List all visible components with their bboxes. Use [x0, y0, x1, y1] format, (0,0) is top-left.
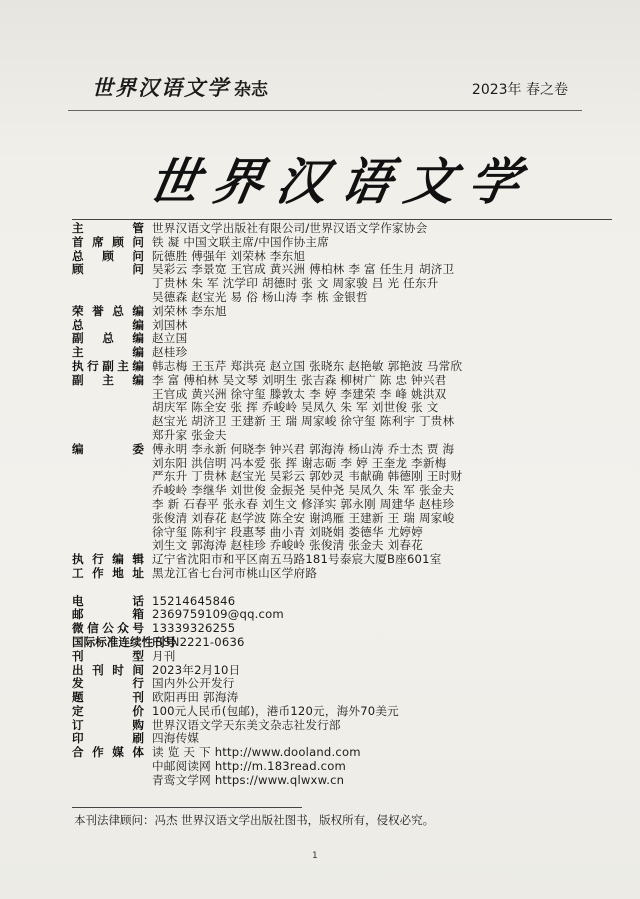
masthead-value: 刘东阳 洪信明 冯本爱 张 挥 谢志砺 李 婷 王奎龙 李新梅: [152, 455, 447, 470]
masthead-row: [72, 291, 612, 305]
masthead-label: 顾问: [72, 262, 144, 277]
masthead-row: [72, 553, 612, 567]
masthead-label: 编委: [72, 441, 144, 456]
masthead-value: 青鸾文学网 https://www.qlwxw.cn: [152, 772, 345, 787]
masthead-label: 主编: [72, 345, 144, 360]
header-brand-title: 世界汉语文学: [92, 75, 230, 100]
masthead-row: [72, 595, 612, 609]
masthead-label: 合作媒体: [72, 745, 144, 760]
masthead-value: 乔峻岭 李继华 刘世俊 金振尧 吴仲尧 吴凤久 朱 军 张金夫: [152, 483, 455, 498]
masthead-row: [72, 567, 612, 581]
masthead-value: 王官成 黄兴洲 徐守玺 滕敦太 李 婷 李建荣 李 峰 姚洪双: [152, 386, 447, 401]
masthead-value: 国内外公开发行: [152, 676, 235, 691]
masthead-value: 吴德森 赵宝光 易 俗 杨山涛 李 栋 金银哲: [152, 289, 368, 304]
masthead-label: 邮箱: [72, 607, 144, 622]
masthead-label: 副总编: [72, 331, 144, 346]
masthead-value: 胡庆军 陈全安 张 挥 乔峻岭 吴凤久 朱 军 刘世俊 张 文: [152, 400, 439, 415]
masthead-value: 欧阳再田 郭海涛: [152, 690, 239, 705]
masthead-label: 工作地址: [72, 565, 144, 580]
masthead-label: 国际标准连续性刊号: [72, 634, 177, 649]
masthead-row: [72, 526, 612, 540]
masthead-value: 吴彩云 李景宽 王官成 黄兴洲 傅柏林 李 富 任生月 胡济卫: [152, 262, 455, 277]
masthead-row: [72, 705, 612, 719]
masthead-label: 副主编: [72, 372, 144, 387]
masthead-value: 赵桂珍: [152, 345, 188, 360]
masthead-label: 首席顾问: [72, 234, 144, 249]
masthead-value: 世界汉语文学出版社有限公司/世界汉语文学作家协会: [152, 221, 428, 235]
masthead-row: [72, 746, 612, 760]
masthead-value: 四海传媒: [152, 731, 200, 746]
masthead-row: [72, 401, 612, 415]
masthead-list: [72, 222, 612, 788]
masthead-row: [72, 622, 612, 636]
masthead-value: 铁 凝 中国文联主席/中国作协主席: [152, 234, 329, 249]
masthead-label: 执行副主编: [72, 358, 144, 373]
masthead-value: 徐守玺 陈利宇 段惠琴 曲小青 刘晓娟 娄德华 尤婷婷: [152, 524, 423, 539]
masthead-value: 黑龙江省七台河市桃山区学府路: [152, 565, 318, 580]
masthead-row: [72, 760, 612, 774]
masthead-row: [72, 457, 612, 471]
masthead-row: [72, 664, 612, 678]
masthead-row: [72, 512, 612, 526]
masthead-row: [72, 332, 612, 346]
masthead-value: 赵立国: [152, 331, 188, 346]
masthead-row: [72, 650, 612, 664]
masthead-value: 赵宝光 胡济卫 王建新 王 瑞 周家峻 徐守玺 陈利宇 丁贵林: [152, 414, 455, 429]
masthead-value: 世界汉语文学天东美文杂志社发行部: [152, 717, 341, 732]
calligraphy-logo: 世界汉语文学: [144, 152, 539, 211]
masthead-row: [72, 429, 612, 443]
page-number: 1: [312, 851, 318, 861]
masthead-top-rule: [72, 219, 612, 220]
masthead-row: [72, 677, 612, 691]
masthead-label: 电话: [72, 593, 144, 608]
masthead-value: 读 览 天 下 http://www.dooland.com: [152, 745, 361, 760]
masthead-row: [72, 774, 612, 788]
masthead-value: 阮德胜 傅强年 刘荣林 李东旭: [152, 248, 306, 263]
masthead-label: 出刊时间: [72, 662, 144, 677]
masthead-row: [72, 719, 612, 733]
masthead-row: [72, 388, 612, 402]
masthead-value: 中邮阅读网 http://m.183read.com: [152, 759, 347, 774]
masthead-label: 荣誉总编: [72, 303, 144, 318]
masthead-value: 刘荣林 李东旭: [152, 303, 227, 318]
masthead-label: 发行: [72, 676, 144, 691]
masthead-value: 100元人民币(包邮)，港币120元，海外70美元: [152, 703, 399, 718]
masthead-row: [72, 222, 612, 236]
masthead-row: [72, 498, 612, 512]
masthead-label: 订购: [72, 717, 144, 732]
masthead-value: 刘生文 郭海涛 赵桂珍 乔峻岭 张俊清 张金夫 刘春花: [152, 538, 423, 553]
masthead-label: 题刊: [72, 690, 144, 705]
masthead-row: [72, 250, 612, 264]
header-brand-suffix: 杂志: [234, 80, 268, 100]
masthead-row: [72, 484, 612, 498]
masthead-row: [72, 277, 612, 291]
masthead-row: [72, 360, 612, 374]
masthead-value: 丁贵林 朱 军 沈学印 胡德时 张 文 周家骏 吕 光 任东升: [152, 276, 439, 291]
masthead-value: 傅永明 李永新 何晓李 钟兴君 郭海涛 杨山涛 乔士杰 贾 海: [152, 441, 455, 456]
masthead-label: 总编: [72, 317, 144, 332]
legal-top-rule: [72, 807, 302, 808]
masthead-row: [72, 691, 612, 705]
masthead-row: [72, 319, 612, 333]
masthead-row: [72, 415, 612, 429]
legal-note: 本刊法律顾问：冯杰 世界汉语文学出版社图书，版权所有，侵权必究。: [74, 813, 435, 827]
masthead-label: 主管: [72, 221, 144, 235]
masthead-value: 李 富 傅柏林 吴文琴 刘明生 张吉森 柳树广 陈 忠 钟兴君: [152, 372, 447, 387]
masthead-value: 刘国林: [152, 317, 188, 332]
masthead-row: [72, 443, 612, 457]
masthead-value: 张俊清 刘春花 赵学波 陈全安 谢鸿雁 王建新 王 瑞 周家峻: [152, 510, 455, 525]
masthead-row: [72, 581, 612, 595]
masthead-value: 15214645846: [152, 593, 236, 608]
masthead-value: 2023年2月10日: [152, 662, 241, 677]
masthead-label: 微信公众号: [72, 621, 144, 636]
masthead-value: 辽宁省沈阳市和平区南五马路181号泰宸大厦B座601室: [152, 552, 442, 567]
masthead-value: 郑升家 张金夫: [152, 427, 227, 442]
masthead-label: 执行编辑: [72, 552, 144, 567]
masthead-value: 13339326255: [152, 621, 236, 636]
masthead-row: [72, 470, 612, 484]
header-brand: [92, 72, 268, 102]
masthead-label: 刊型: [72, 648, 144, 663]
masthead-row: [72, 346, 612, 360]
masthead-value: 严东升 丁贵林 赵宝光 吴彩云 郭妙灵 韦献确 韩德刚 王时财: [152, 469, 463, 484]
masthead-row: [72, 305, 612, 319]
masthead-label: 定价: [72, 703, 144, 718]
masthead-value: 李 新 石春平 张永春 刘生文 修泽实 郭永刚 周建华 赵桂珍: [152, 496, 455, 511]
masthead-row: [72, 374, 612, 388]
masthead-row: [72, 732, 612, 746]
masthead-row: [72, 608, 612, 622]
masthead-row: [72, 236, 612, 250]
masthead-value: ISSN2221-0636: [152, 634, 245, 649]
masthead-label: 印刷: [72, 731, 144, 746]
masthead-row: [72, 636, 612, 650]
masthead-value: 2369759109@qq.com: [152, 607, 284, 622]
masthead-row: [72, 263, 612, 277]
masthead-value: 月刊: [152, 648, 176, 663]
header-rule: [68, 110, 582, 111]
masthead-value: 韩志梅 王玉芹 郑洪亮 赵立国 张晓东 赵艳敏 郭艳波 马常欣: [152, 358, 463, 373]
header-issue: 2023年 春之卷: [471, 82, 568, 98]
masthead-label: 总顾问: [72, 248, 144, 263]
masthead-row: [72, 539, 612, 553]
